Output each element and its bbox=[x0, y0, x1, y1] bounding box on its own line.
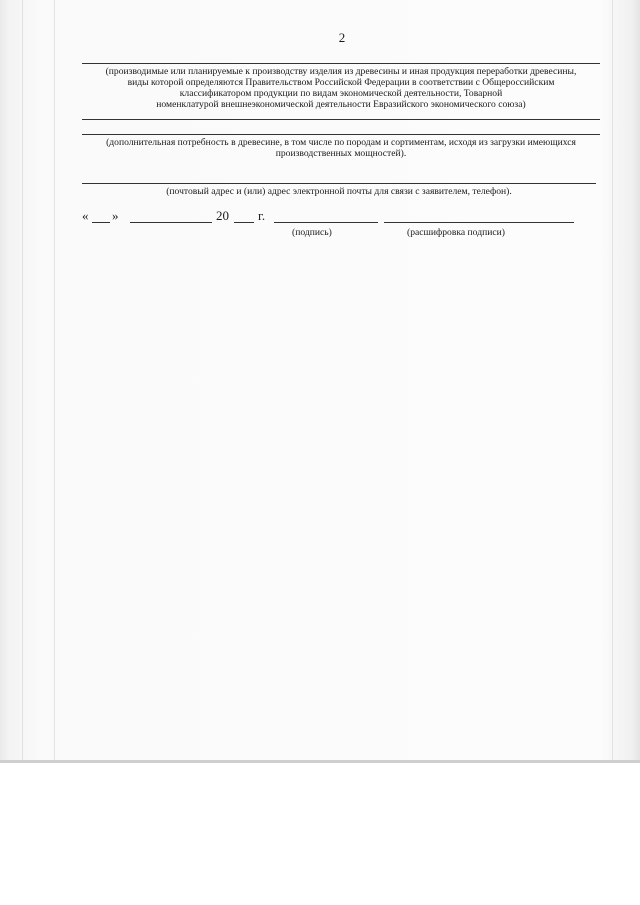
contact-caption-line: (почтовый адрес и (или) адрес электронной почты для связи с заявителем, телефон). bbox=[166, 186, 512, 197]
products-caption-line: номенклатурой внешнеэкономической деятельности Евразийского экономического союза) bbox=[156, 99, 526, 110]
date-signature-row bbox=[82, 208, 602, 226]
decryption-label: (расшифровка подписи) bbox=[407, 227, 505, 238]
year-suffix: г. bbox=[258, 208, 266, 223]
scan-gutter-line bbox=[54, 0, 55, 762]
products-caption-line: (производимые или планируемые к производству изделия из древесины и иная продукция переработки древесины, bbox=[105, 66, 577, 77]
products-fill-line bbox=[82, 63, 600, 64]
need-fill-line bbox=[82, 134, 600, 135]
decryption-blank bbox=[384, 222, 574, 223]
open-quote: « bbox=[82, 208, 89, 223]
contact-caption bbox=[82, 186, 596, 197]
need-caption-line: производственных мощностей). bbox=[275, 148, 407, 159]
signature-label: (подпись) bbox=[292, 227, 332, 238]
need-fill-line bbox=[82, 119, 600, 120]
scan-gutter-line bbox=[612, 0, 613, 762]
need-caption bbox=[82, 137, 600, 159]
products-caption-line: виды которой определяются Правительством Российской Федерации в соответствии с Общероссийским bbox=[127, 77, 555, 88]
signature-blank bbox=[274, 222, 378, 223]
products-caption bbox=[82, 66, 600, 110]
month-blank bbox=[130, 222, 212, 223]
products-caption-line: классификатором продукции по видам экономической деятельности, Товарной bbox=[179, 88, 503, 99]
year-blank bbox=[234, 222, 254, 223]
contact-fill-line bbox=[82, 183, 596, 184]
close-quote: » bbox=[112, 208, 119, 223]
page-number: 2 bbox=[338, 30, 346, 45]
scan-gutter-line bbox=[22, 0, 23, 762]
need-caption-line: (дополнительная потребность в древесине, в том числе по породам и сортиментам, исходя из загрузки имеющихся bbox=[106, 137, 576, 148]
scan-edge bbox=[0, 760, 640, 763]
year-prefix: 20 bbox=[216, 208, 229, 223]
day-blank bbox=[92, 222, 110, 223]
